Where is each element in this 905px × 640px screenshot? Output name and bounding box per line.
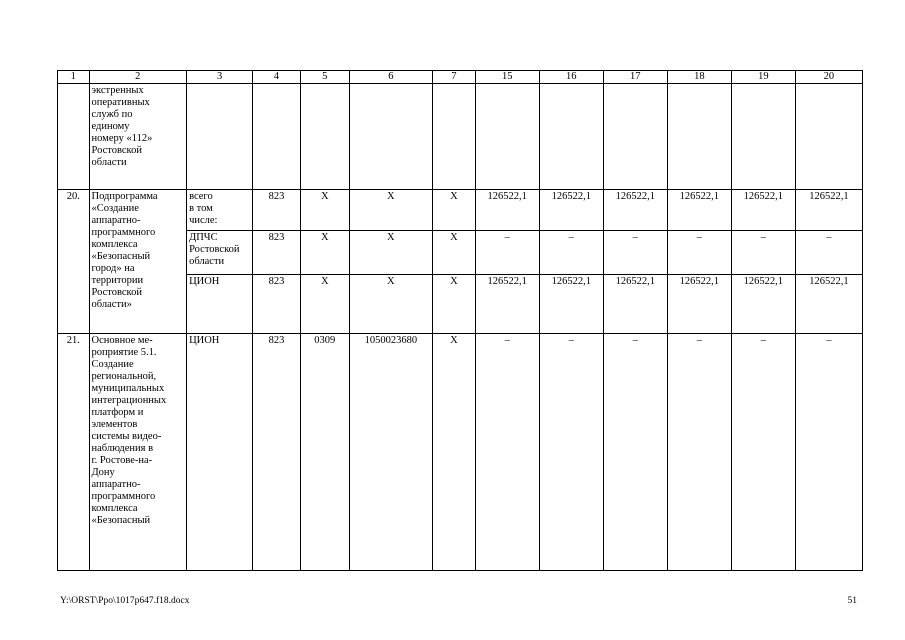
header-cell: 18: [667, 71, 731, 84]
table-cell: 0309: [300, 334, 349, 571]
table-cell: –: [475, 231, 539, 275]
table-cell: [300, 84, 349, 190]
table-cell: –: [731, 231, 795, 275]
table-cell-executor: ДПЧС Ростовской области: [187, 231, 253, 275]
table-cell: 823: [253, 190, 301, 231]
table-cell: 823: [253, 231, 301, 275]
header-cell: 5: [300, 71, 349, 84]
table-cell-executor: ЦИОН: [187, 334, 253, 571]
table-cell: 126522,1: [795, 275, 862, 334]
table-cell: X: [349, 231, 432, 275]
table-cell: –: [603, 231, 667, 275]
header-cell: 7: [433, 71, 476, 84]
header-cell: 16: [539, 71, 603, 84]
table-cell-executor: всего в том числе:: [187, 190, 253, 231]
table-row: [58, 190, 863, 231]
table-cell: X: [300, 275, 349, 334]
table-cell: 126522,1: [667, 275, 731, 334]
table-cell: 823: [253, 334, 301, 571]
table-cell: X: [349, 275, 432, 334]
table-cell: 126522,1: [731, 190, 795, 231]
table-cell: –: [795, 231, 862, 275]
header-cell: 1: [58, 71, 90, 84]
file-path-footer: Y:\ORST\Ppo\1017p647.f18.docx: [60, 596, 190, 606]
table-cell: –: [475, 334, 539, 571]
table-cell: [433, 84, 476, 190]
table-cell: X: [433, 334, 476, 571]
table-row: [58, 84, 863, 190]
header-cell: 3: [187, 71, 253, 84]
table-cell-name: экстренных оперативных служб по единому номеру «112» Ростовской области: [89, 84, 187, 190]
table-cell: X: [300, 190, 349, 231]
table-cell: [603, 84, 667, 190]
table-cell: 823: [253, 275, 301, 334]
header-cell: 6: [349, 71, 432, 84]
header-cell: 19: [731, 71, 795, 84]
table-cell: 126522,1: [795, 190, 862, 231]
table-cell: –: [667, 231, 731, 275]
table-cell: 126522,1: [667, 190, 731, 231]
table-cell: –: [667, 334, 731, 571]
table-cell: X: [349, 190, 432, 231]
table-cell: 126522,1: [539, 275, 603, 334]
table-cell: –: [795, 334, 862, 571]
header-cell: 2: [89, 71, 187, 84]
row-number: 20.: [58, 190, 90, 334]
header-cell: 17: [603, 71, 667, 84]
table-cell: 126522,1: [603, 275, 667, 334]
table-cell: [187, 84, 253, 190]
table-cell: 126522,1: [603, 190, 667, 231]
table-cell: [795, 84, 862, 190]
table-cell: 126522,1: [731, 275, 795, 334]
table-cell-name: Подпрограмма «Создание аппаратно- программного комплекса «Безопасный город» на территории Ростовской области»: [89, 190, 187, 334]
row-number: 21.: [58, 334, 90, 571]
table-cell: 126522,1: [539, 190, 603, 231]
table-cell: X: [433, 275, 476, 334]
table-cell: [475, 84, 539, 190]
header-cell: 15: [475, 71, 539, 84]
budget-table: [57, 70, 863, 571]
table-cell: X: [433, 231, 476, 275]
table-cell: [349, 84, 432, 190]
table-cell: [667, 84, 731, 190]
table-cell: 126522,1: [475, 190, 539, 231]
table-cell: [253, 84, 301, 190]
table-cell: 1050023680: [349, 334, 432, 571]
header-row: [58, 71, 863, 84]
table-cell: –: [603, 334, 667, 571]
table-row: [58, 334, 863, 571]
table-cell: [539, 84, 603, 190]
header-cell: 20: [795, 71, 862, 84]
table-cell: –: [539, 334, 603, 571]
table-cell: –: [539, 231, 603, 275]
table-cell-name: Основное ме- роприятие 5.1. Создание региональной, муниципальных интеграционных платформ и элементов системы видео- наблюдения в г. Ростове-на- Дону аппаратно- программного комплекса «Безопасный: [89, 334, 187, 571]
table-cell: X: [300, 231, 349, 275]
table-cell: X: [433, 190, 476, 231]
table-cell: 126522,1: [475, 275, 539, 334]
table-cell: [731, 84, 795, 190]
header-cell: 4: [253, 71, 301, 84]
table-cell-executor: ЦИОН: [187, 275, 253, 334]
table-cell: [58, 84, 90, 190]
page-number: 51: [847, 596, 857, 606]
table-cell: –: [731, 334, 795, 571]
